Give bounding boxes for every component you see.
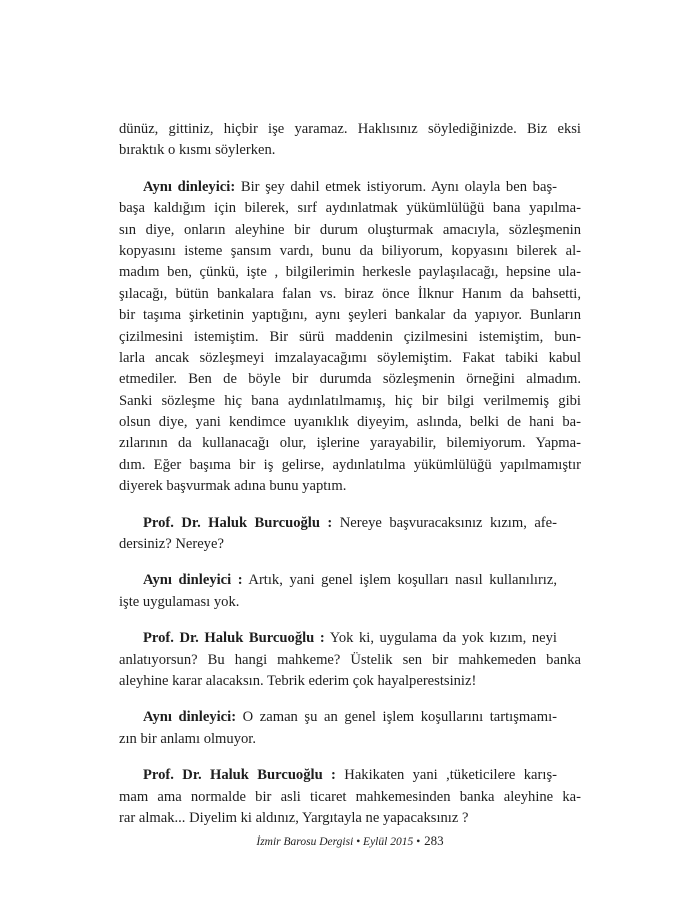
- page-footer: [0, 833, 700, 849]
- dialogue-paragraph: [119, 707, 581, 750]
- text-line: çizilmesini istemiştim. Bir sürü maddenin çizilmesini istemiştim, bun-: [119, 328, 581, 345]
- speaker-name: Aynı dinleyici:: [143, 178, 236, 195]
- page-number: 283: [424, 833, 444, 848]
- text-line: [119, 628, 557, 649]
- text-line: rar almak... Diyelim ki aldınız, Yargıtayla ne yapacaksınız ?: [119, 809, 469, 826]
- text-line: [119, 707, 557, 728]
- dialogue-paragraph: [119, 765, 581, 829]
- text-line: dünüz, gittiniz, hiçbir işe yaramaz. Haklısınız söylediğinizde. Biz eksi: [119, 121, 581, 137]
- text-line: madım ben, çünkü, işte , bilgilerimin herkesle paylaşılacağı, hepsine ula-: [119, 264, 581, 281]
- text-line: diyerek başvurmak adına bunu yaptım.: [119, 478, 347, 495]
- text-line: anlatıyorsun? Bu hangi mahkeme? Üstelik sen bir mahkemeden banka: [119, 651, 581, 668]
- journal-source: İzmir Barosu Dergisi • Eylül 2015 •: [256, 836, 421, 848]
- speaker-name: Prof. Dr. Haluk Burcuoğlu :: [143, 630, 325, 647]
- speaker-name: Prof. Dr. Haluk Burcuoğlu :: [143, 767, 336, 784]
- speech-text: Nereye başvuracaksınız kızım, afe-: [332, 514, 557, 531]
- text-paragraph: [119, 119, 581, 162]
- text-line: [119, 513, 557, 534]
- text-line: dersiniz? Nereye?: [119, 536, 224, 553]
- text-line: bıraktık o kısmı söylerken.: [119, 142, 276, 159]
- text-line: işte uygulaması yok.: [119, 593, 240, 610]
- text-line: bir taşıma şirketinin yaptığını, aynı şeyleri bankalar da yapıyor. Bunların: [119, 307, 581, 324]
- speech-text: O zaman şu an genel işlem koşullarını tartışmamı-: [236, 709, 557, 726]
- text-line: larla ancak sözleşmeyi imzalayacağımı söylemiştim. Fakat tabiki kabul: [119, 349, 581, 366]
- dialogue-paragraph: [119, 177, 581, 498]
- text-line: zın bir anlamı olmuyor.: [119, 730, 256, 747]
- text-line: Sanki sözleşme hiç bana aydınlatılmamış, hiç bir bilgi verilmemiş gibi: [119, 392, 581, 409]
- text-line: [119, 570, 557, 591]
- text-line: başa kaldığım için bilerek, sırf aydınlatmak yükümlülüğü bana yapılma-: [119, 200, 581, 217]
- text-line: sın diye, onların aleyhine bir durum oluşturmak amacıyla, sözleşmenin: [119, 221, 581, 238]
- text-line: şılacağı, bütün bankalara falan vs. biraz önce İlknur Hanım da bahsetti,: [119, 285, 581, 302]
- text-line: etmediler. Ben de böyle bir durumda sözleşmenin örneğini almadım.: [119, 371, 581, 388]
- speech-text: Yok ki, uygulama da yok kızım, neyi: [324, 630, 557, 647]
- body-text: [119, 119, 581, 829]
- text-line: aleyhine karar alacaksın. Tebrik ederim çok hayalperestsiniz!: [119, 672, 477, 689]
- text-line: zılarının da kullanacağı olur, işlerine yarayabilir, bilemiyorum. Yapma-: [119, 435, 581, 452]
- dialogue-paragraph: [119, 628, 581, 692]
- speech-text: Bir şey dahil etmek istiyorum. Aynı olayla ben baş-: [235, 178, 557, 195]
- speaker-name: Aynı dinleyici:: [143, 709, 237, 726]
- text-line: [119, 765, 557, 786]
- text-line: olsun diye, yani kendimce uyanıklık diyeyim, aslında, belki de hani ba-: [119, 414, 581, 431]
- dialogue-paragraph: [119, 513, 581, 556]
- speaker-name: Aynı dinleyici :: [143, 572, 243, 589]
- speaker-name: Prof. Dr. Haluk Burcuoğlu :: [143, 514, 333, 531]
- text-line: mam ama normalde bir asli ticaret mahkemesinden banka aleyhine ka-: [119, 788, 581, 805]
- dialogue-paragraph: [119, 570, 581, 613]
- text-line: dım. Eğer başıma bir iş gelirse, aydınlatılma yükümlülüğü yapılmamıştır: [119, 456, 581, 473]
- text-line: [119, 177, 557, 198]
- speech-text: Hakikaten yani ,tüketicilere karış-: [335, 767, 557, 784]
- text-line: kopyasını isteme şansım vardı, bunu da biliyorum, kopyasını bilerek al-: [119, 242, 581, 259]
- speech-text: Artık, yani genel işlem koşulları nasıl kullanılırız,: [242, 572, 557, 589]
